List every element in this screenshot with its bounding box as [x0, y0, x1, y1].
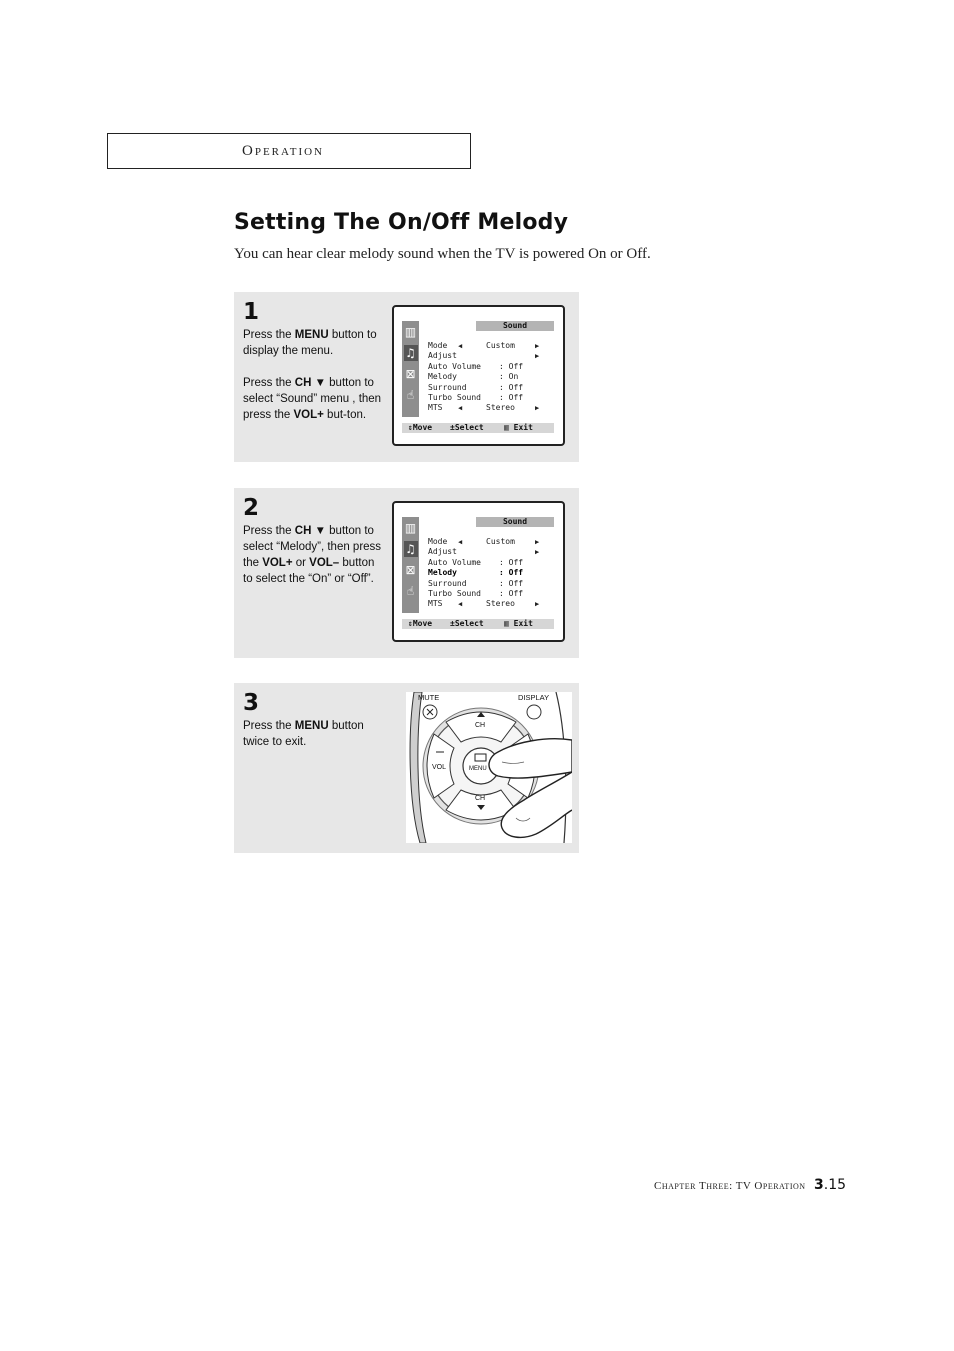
step-instructions	[243, 718, 383, 766]
sound-icon: ♫	[405, 542, 416, 556]
right-arrow-icon: ▶	[535, 538, 540, 546]
setup-icon: ☝	[406, 388, 415, 402]
instruction-paragraph: Press the CH ▼ button to select “Melody”, then press the VOL+ or VOL– button to select the “On” or “Off”.	[243, 525, 382, 585]
step-2-panel	[234, 488, 579, 658]
channel-icon: ⊠	[405, 367, 416, 381]
step-number: 2	[243, 495, 260, 521]
osd-menu-item: MTS ◀ Stereo ▶	[428, 599, 540, 609]
right-arrow-icon: ▶	[535, 548, 540, 557]
page-title: Setting The On/Off Melody	[234, 210, 569, 235]
section-label: Operation	[242, 143, 325, 159]
right-arrow-icon: ▶	[535, 352, 540, 361]
osd-footer-bar	[402, 619, 554, 629]
left-arrow-icon: ◀	[458, 538, 463, 546]
step-number: 3	[243, 690, 260, 716]
mute-label: MUTE	[418, 693, 440, 702]
osd-menu-item: Mode ◀ Custom ▶	[428, 537, 540, 546]
picture-icon: ▥	[404, 325, 417, 339]
right-arrow-icon: ▶	[535, 600, 540, 609]
osd-menu-item: MTS ◀ Stereo ▶	[428, 403, 540, 413]
osd-menu-item: Surround : Off	[428, 382, 524, 392]
osd-menu-item: Adjust ▶	[428, 351, 540, 361]
step-number: 1	[243, 299, 260, 325]
remote-control-illustration	[406, 692, 572, 843]
osd-sidebar	[402, 517, 419, 613]
step-instructions	[243, 523, 383, 603]
page-number: 3.15	[814, 1177, 847, 1193]
exit-hint: ▥ Exit	[504, 423, 533, 432]
select-hint: ±Select	[450, 423, 484, 432]
intro-text: You can hear clear melody sound when the TV is powered On or Off.	[234, 246, 651, 262]
picture-icon: ▥	[404, 521, 417, 535]
instruction-paragraph: Press the MENU button twice to exit.	[243, 720, 364, 748]
osd-menu-item: Adjust ▶	[428, 547, 540, 557]
osd-menu-items	[428, 537, 556, 610]
osd-menu-title: Sound	[476, 321, 554, 331]
osd-menu-title: Sound	[476, 517, 554, 527]
osd-menu-item: Surround : Off	[428, 578, 524, 588]
ch-down-label: CH	[475, 795, 486, 802]
move-hint: ⇕Move	[408, 423, 433, 432]
section-header-box	[107, 133, 471, 169]
osd-menu-items	[428, 341, 556, 414]
osd-menu-item: Turbo Sound : Off	[428, 392, 524, 402]
exit-hint: ▥ Exit	[504, 619, 533, 628]
osd-menu-item: Auto Volume : Off	[428, 361, 524, 371]
right-arrow-icon: ▶	[535, 342, 540, 350]
right-arrow-icon: ▶	[535, 404, 540, 413]
instruction-paragraph: Press the MENU button to display the menu.	[243, 329, 377, 357]
left-arrow-icon: ◀	[458, 342, 463, 350]
osd-footer-bar	[402, 423, 554, 433]
page-footer	[654, 1176, 846, 1194]
osd-sidebar	[402, 321, 419, 417]
step-3-panel	[234, 683, 579, 853]
ch-up-label: CH	[475, 722, 486, 729]
osd-menu-screen	[392, 501, 565, 642]
sound-icon: ♫	[405, 346, 416, 360]
channel-icon: ⊠	[405, 563, 416, 577]
left-arrow-icon: ◀	[458, 600, 463, 609]
move-hint: ⇕Move	[408, 619, 433, 628]
instruction-paragraph: Press the CH ▼ button to select “Sound” menu , then press the VOL+ but-ton.	[243, 377, 382, 421]
osd-menu-screen	[392, 305, 565, 446]
osd-menu-item: Turbo Sound : Off	[428, 588, 524, 598]
osd-menu-item: Mode ◀ Custom ▶	[428, 341, 540, 350]
left-arrow-icon: ◀	[458, 404, 463, 413]
vol-label: VOL	[432, 764, 447, 771]
menu-label: MENU	[469, 766, 487, 772]
setup-icon: ☝	[406, 584, 415, 598]
select-hint: ±Select	[450, 619, 484, 628]
step-instructions	[243, 327, 383, 439]
osd-menu-item: Melody : On	[428, 372, 519, 382]
step-1-panel	[234, 292, 579, 462]
osd-menu-item: Auto Volume : Off	[428, 557, 524, 567]
footer-chapter: Chapter Three: TV Operation	[654, 1180, 806, 1192]
display-label: DISPLAY	[518, 693, 550, 702]
osd-menu-item: Melody : Off	[428, 568, 524, 578]
